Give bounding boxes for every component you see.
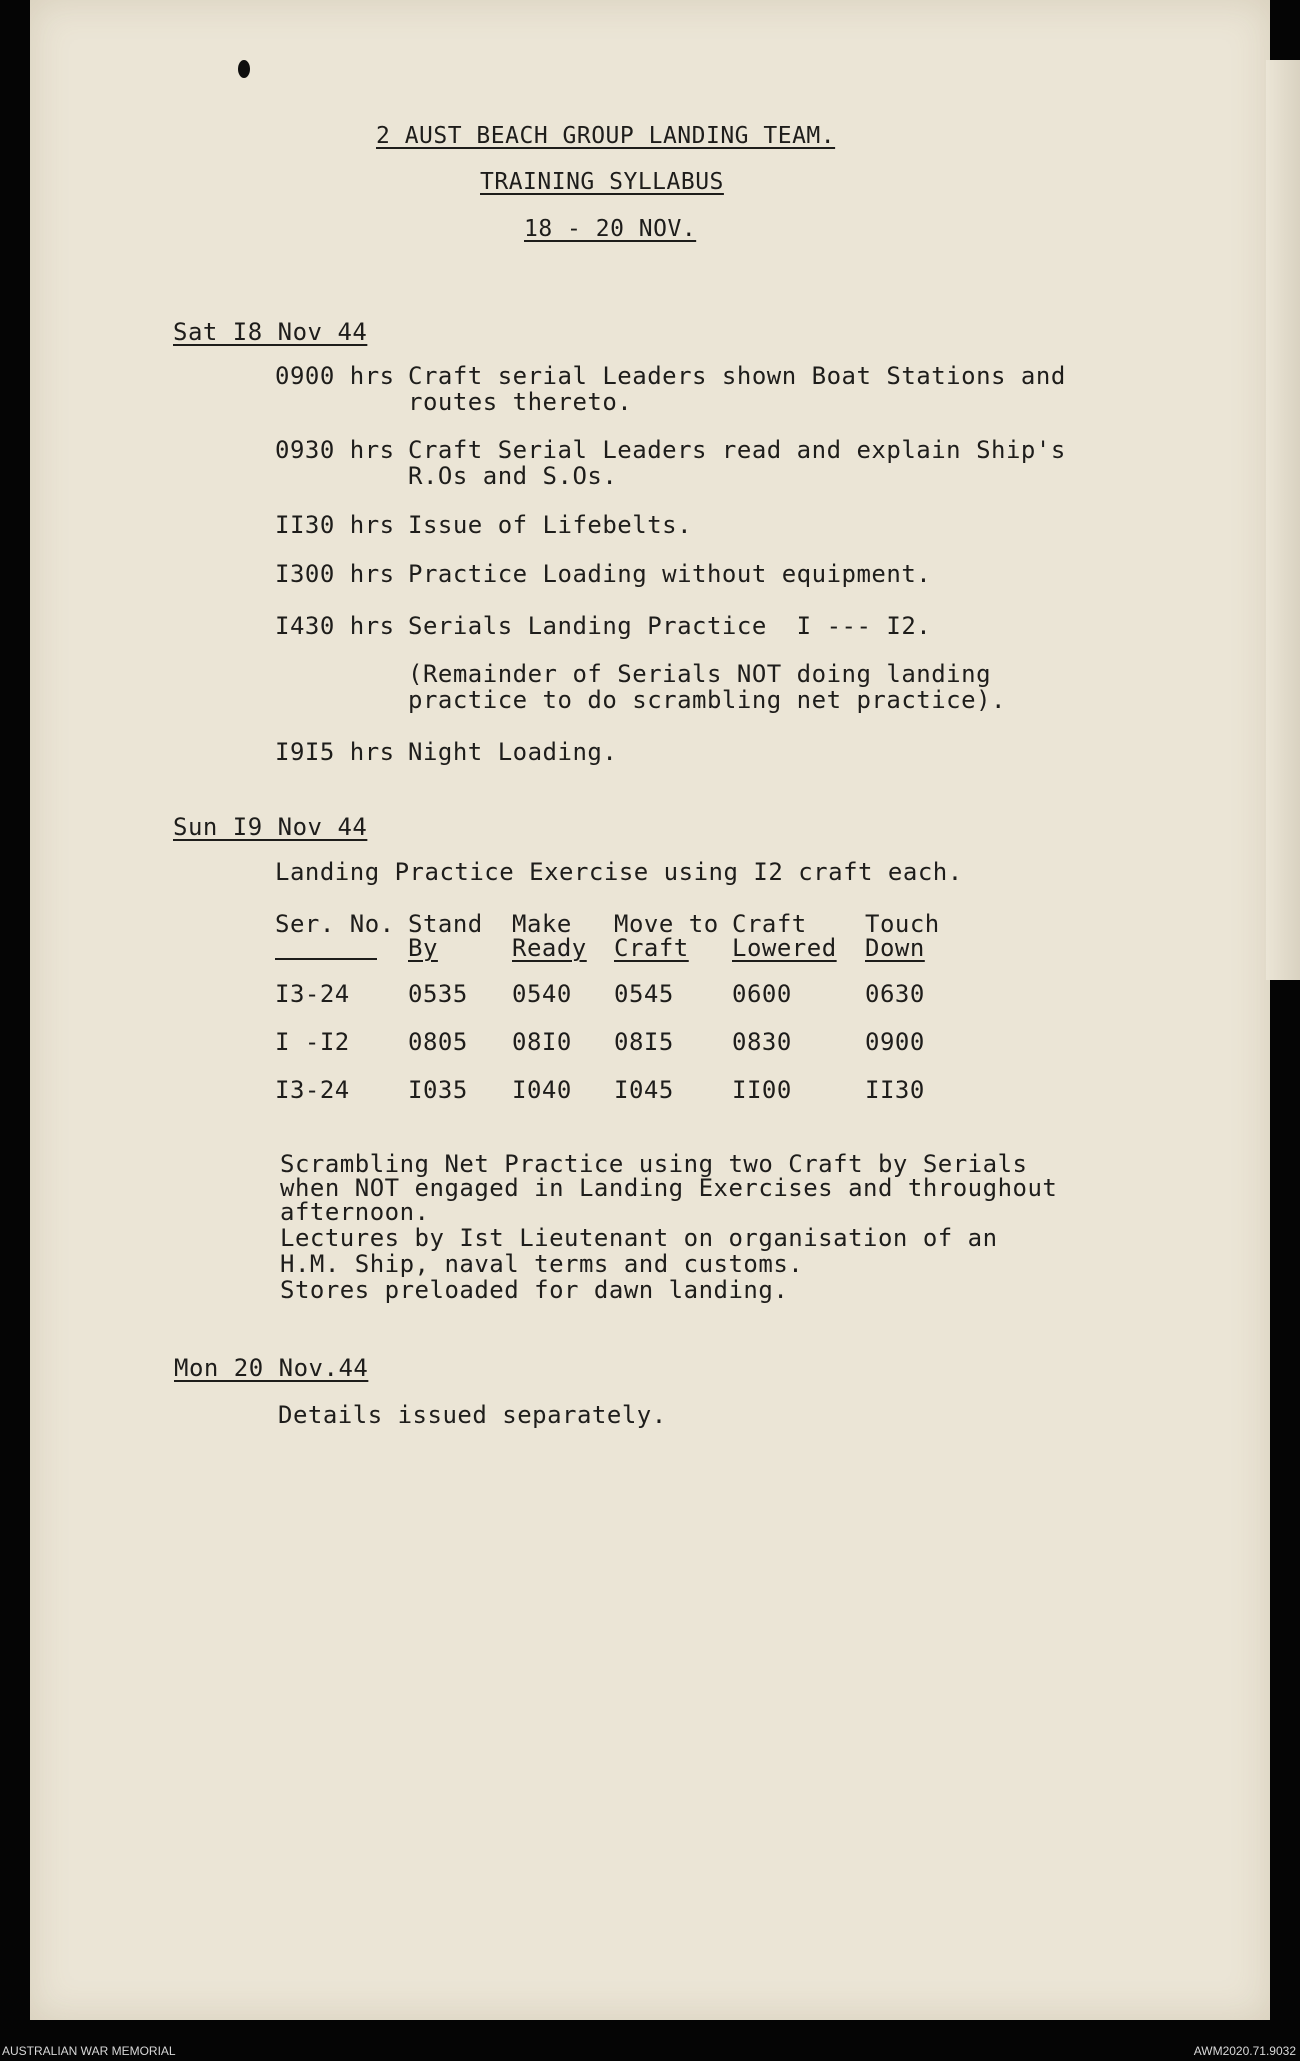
sun-note-line: Scrambling Net Practice using two Craft by Serials <box>280 1150 1028 1178</box>
schedule-text: Practice Loading without equipment. <box>408 560 932 588</box>
table-header: Touch <box>865 910 940 938</box>
table-cell: I045 <box>614 1076 674 1104</box>
punch-hole-mark <box>238 60 250 78</box>
schedule-text: Craft serial Leaders shown Boat Stations and <box>408 362 1066 390</box>
sun-note-line: when NOT engaged in Landing Exercises and throughout <box>280 1174 1058 1202</box>
table-cell: II00 <box>732 1076 792 1104</box>
table-header: Lowered <box>732 934 837 962</box>
schedule-time: 0930 hrs <box>275 436 395 464</box>
table-cell: 08I5 <box>614 1028 674 1056</box>
schedule-time: I300 hrs <box>275 560 395 588</box>
table-cell: II30 <box>865 1076 925 1104</box>
document-dates: 18 - 20 NOV. <box>524 216 697 242</box>
table-cell: I -I2 <box>275 1028 350 1056</box>
table-header: Ready <box>512 934 587 962</box>
schedule-text: Issue of Lifebelts. <box>408 511 693 539</box>
schedule-time: 0900 hrs <box>275 362 395 390</box>
sun-note-line: Lectures by Ist Lieutenant on organisation of an <box>280 1224 998 1252</box>
schedule-text: R.Os and S.Os. <box>408 462 618 490</box>
schedule-text: Serials Landing Practice I --- I2. <box>408 612 932 640</box>
mon-text: Details issued separately. <box>278 1401 667 1429</box>
day-heading-mon: Mon 20 Nov.44 <box>174 1354 369 1382</box>
schedule-text: Craft Serial Leaders read and explain Ship's <box>408 436 1066 464</box>
document-subtitle: TRAINING SYLLABUS <box>480 169 724 195</box>
document-title: 2 AUST BEACH GROUP LANDING TEAM. <box>376 123 836 149</box>
table-header: Make <box>512 910 572 938</box>
schedule-note: (Remainder of Serials NOT doing landing <box>408 660 992 688</box>
table-cell: 0830 <box>732 1028 792 1056</box>
sun-note-line: H.M. Ship, naval terms and customs. <box>280 1250 804 1278</box>
footer-left: AUSTRALIAN WAR MEMORIAL <box>2 2044 176 2058</box>
table-header: Down <box>865 934 925 962</box>
table-header: Ser. No. <box>275 910 395 938</box>
schedule-time: I9I5 hrs <box>275 738 395 766</box>
table-cell: 0600 <box>732 980 792 1008</box>
table-cell: 0535 <box>408 980 468 1008</box>
table-cell: 0805 <box>408 1028 468 1056</box>
day-heading-sat: Sat I8 Nov 44 <box>173 318 368 346</box>
day-heading-sun: Sun I9 Nov 44 <box>173 813 368 841</box>
schedule-note: practice to do scrambling net practice). <box>408 686 1006 714</box>
paper-fold-edge <box>1266 60 1300 980</box>
schedule-time: I430 hrs <box>275 612 395 640</box>
footer-right: AWM2020.71.9032 <box>1193 2044 1296 2058</box>
table-header: By <box>408 934 438 962</box>
document-page <box>30 0 1270 2020</box>
sun-note-line: Stores preloaded for dawn landing. <box>280 1276 789 1304</box>
table-cell: I3-24 <box>275 1076 350 1104</box>
table-header: Craft <box>614 934 689 962</box>
schedule-text: Night Loading. <box>408 738 618 766</box>
table-cell: 0545 <box>614 980 674 1008</box>
schedule-time: II30 hrs <box>275 511 395 539</box>
schedule-text: routes thereto. <box>408 388 633 416</box>
table-header-underline <box>275 958 377 960</box>
table-header: Stand <box>408 910 483 938</box>
table-cell: I040 <box>512 1076 572 1104</box>
sun-intro: Landing Practice Exercise using I2 craft each. <box>275 858 963 886</box>
sun-note-line: afternoon. <box>280 1198 430 1226</box>
table-header: Craft <box>732 910 807 938</box>
table-cell: 0900 <box>865 1028 925 1056</box>
table-cell: I035 <box>408 1076 468 1104</box>
table-header: Move to <box>614 910 719 938</box>
table-cell: 08I0 <box>512 1028 572 1056</box>
table-cell: 0630 <box>865 980 925 1008</box>
table-cell: 0540 <box>512 980 572 1008</box>
table-cell: I3-24 <box>275 980 350 1008</box>
